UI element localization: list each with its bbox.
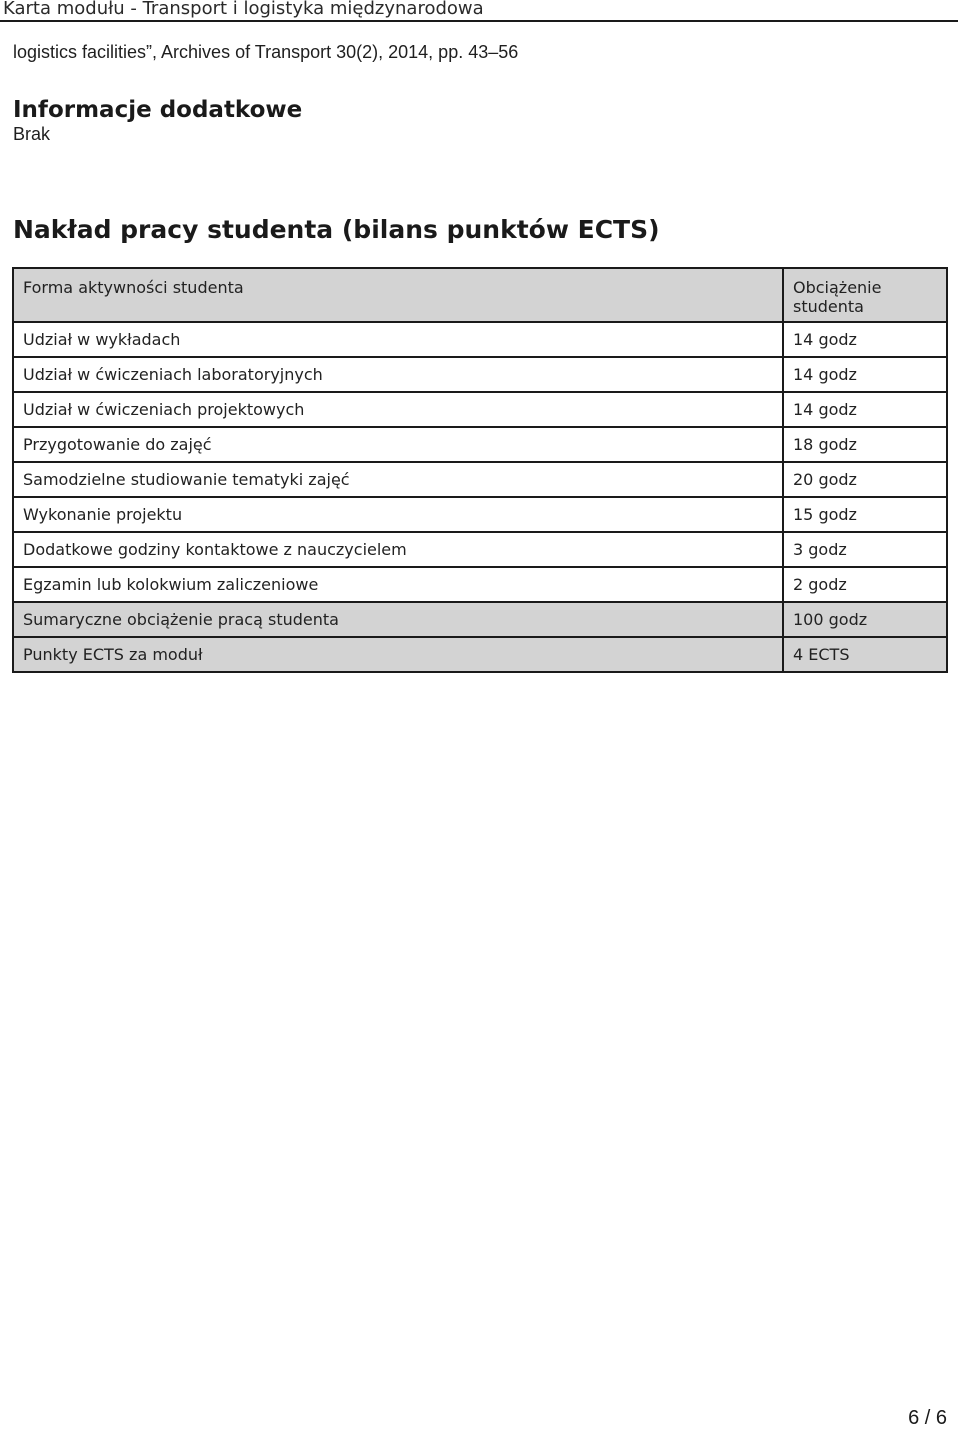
load-cell: 18 godz (783, 427, 947, 462)
activity-cell: Wykonanie projektu (13, 497, 783, 532)
activity-cell: Egzamin lub kolokwium zaliczeniowe (13, 567, 783, 602)
total-workload-value: 100 godz (783, 602, 947, 637)
table-header-row (13, 268, 947, 322)
column-header-activity: Forma aktywności studenta (13, 268, 783, 322)
ects-points-label: Punkty ECTS za moduł (13, 637, 783, 672)
table-row (13, 532, 947, 567)
ects-points-value: 4 ECTS (783, 637, 947, 672)
activity-cell: Udział w wykładach (13, 322, 783, 357)
column-header-load: Obciążenie studenta (783, 268, 947, 322)
activity-cell: Udział w ćwiczeniach laboratoryjnych (13, 357, 783, 392)
load-cell: 3 godz (783, 532, 947, 567)
additional-info-text: Brak (13, 124, 51, 144)
document-header-title: Karta modułu - Transport i logistyka międzynarodowa (3, 0, 484, 19)
activity-cell: Dodatkowe godziny kontaktowe z nauczycielem (13, 532, 783, 567)
activity-cell: Udział w ćwiczeniach projektowych (13, 392, 783, 427)
total-workload-row (13, 602, 947, 637)
table-row (13, 392, 947, 427)
table-row (13, 462, 947, 497)
table-row (13, 322, 947, 357)
load-cell: 15 godz (783, 497, 947, 532)
additional-info-heading: Informacje dodatkowe (13, 97, 303, 123)
citation-text: logistics facilities”, Archives of Transport 30(2), 2014, pp. 43–56 (13, 42, 519, 62)
table-row (13, 567, 947, 602)
table-row (13, 497, 947, 532)
load-cell: 14 godz (783, 322, 947, 357)
activity-cell: Przygotowanie do zajęć (13, 427, 783, 462)
ects-points-row (13, 637, 947, 672)
load-cell: 2 godz (783, 567, 947, 602)
total-workload-label: Sumaryczne obciążenie pracą studenta (13, 602, 783, 637)
load-cell: 20 godz (783, 462, 947, 497)
load-cell: 14 godz (783, 392, 947, 427)
header-divider (0, 20, 958, 22)
workload-table (12, 267, 948, 673)
table-row (13, 357, 947, 392)
page-number: 6 / 6 (908, 1407, 947, 1429)
workload-heading: Nakład pracy studenta (bilans punktów ECTS) (13, 215, 660, 244)
activity-cell: Samodzielne studiowanie tematyki zajęć (13, 462, 783, 497)
load-cell: 14 godz (783, 357, 947, 392)
table-row (13, 427, 947, 462)
